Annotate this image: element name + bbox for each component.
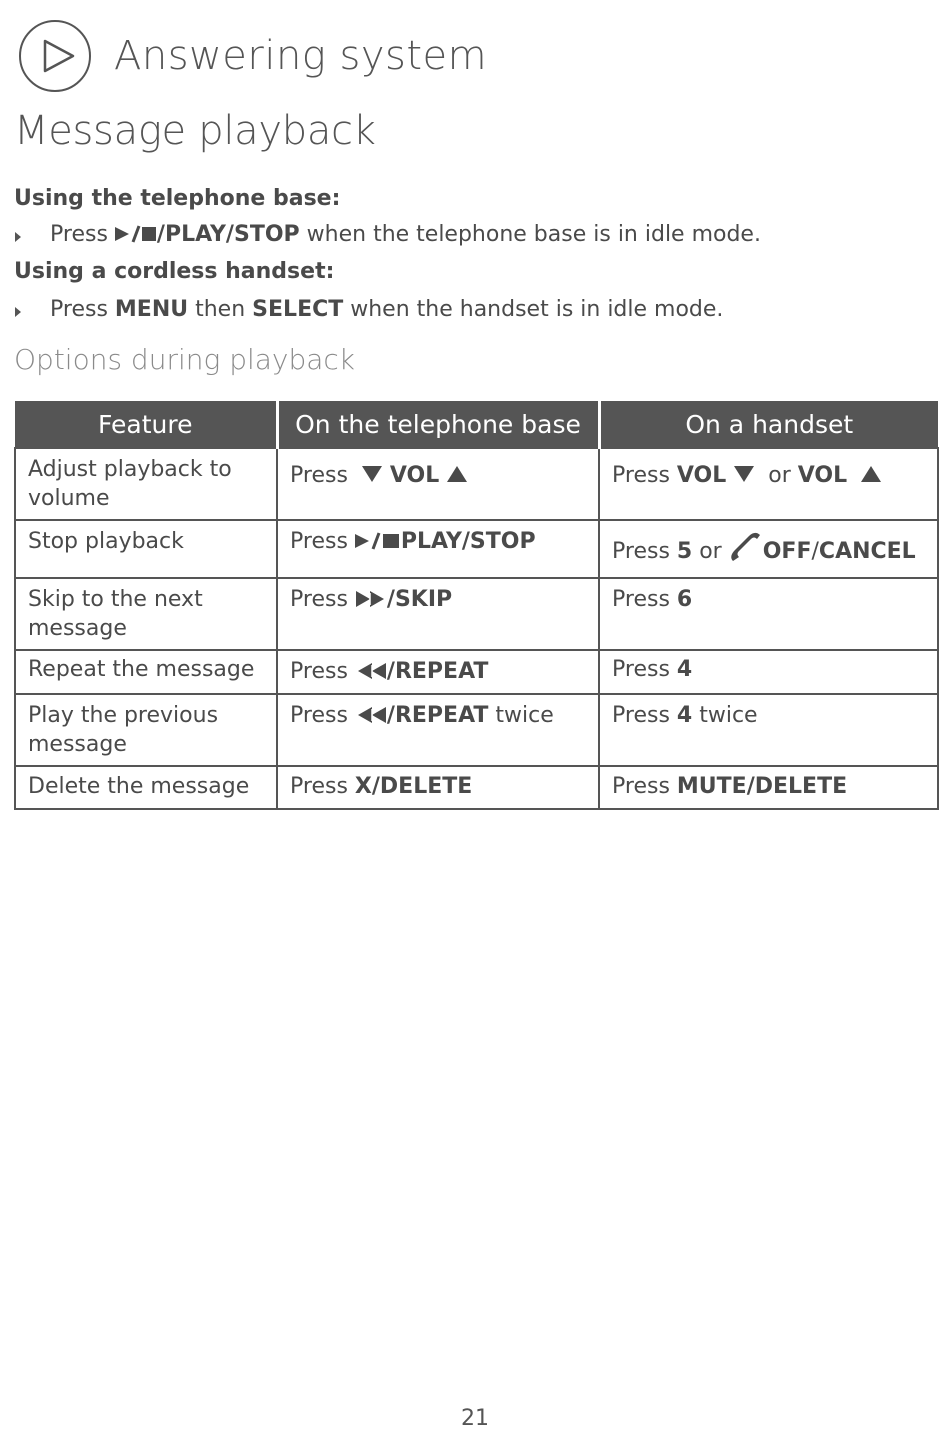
table-row bbox=[15, 520, 938, 578]
press-text: Press bbox=[290, 659, 348, 684]
repeat-rewind-icon bbox=[355, 705, 387, 725]
base-cell bbox=[277, 650, 599, 694]
or-text: or bbox=[768, 463, 791, 488]
twice-text: twice bbox=[495, 703, 554, 728]
separator-text: / bbox=[811, 539, 819, 564]
press-text: Press bbox=[290, 463, 348, 488]
header-feature: Feature bbox=[15, 401, 277, 448]
skip-forward-icon bbox=[355, 589, 387, 609]
play-stop-icon bbox=[115, 225, 157, 243]
feature-cell: Repeat the message bbox=[15, 650, 277, 694]
play-stop-key: PLAY/STOP bbox=[400, 529, 536, 554]
press-text: Press bbox=[612, 463, 670, 488]
playback-options-table bbox=[14, 401, 939, 810]
or-text: or bbox=[699, 539, 722, 564]
skip-key: /SKIP bbox=[386, 587, 453, 612]
press-text: Press bbox=[612, 703, 670, 728]
handset-cell bbox=[599, 578, 938, 650]
table-row bbox=[15, 694, 938, 766]
table-row bbox=[15, 766, 938, 809]
handset-cell bbox=[599, 520, 938, 578]
bullet-icon bbox=[14, 306, 22, 318]
section-title: Message playback bbox=[14, 108, 376, 154]
bullet-icon bbox=[14, 231, 22, 243]
subsection-title: Options during playback bbox=[14, 343, 356, 376]
volume-up-icon bbox=[446, 464, 468, 484]
feature-cell: Play the previous message bbox=[15, 694, 277, 766]
vol-key: VOL bbox=[797, 463, 848, 488]
key-5: 5 bbox=[676, 539, 693, 564]
header-base: On the telephone base bbox=[277, 401, 599, 448]
phone-off-icon bbox=[729, 532, 763, 564]
press-text: Press bbox=[612, 657, 670, 682]
play-stop-key: /PLAY/STOP bbox=[156, 222, 300, 247]
press-text: Press bbox=[50, 222, 108, 247]
press-text: Press bbox=[612, 539, 670, 564]
base-instruction bbox=[50, 220, 761, 250]
header-handset: On a handset bbox=[599, 401, 938, 448]
cancel-key: CANCEL bbox=[818, 539, 916, 564]
base-cell bbox=[277, 578, 599, 650]
handset-cell bbox=[599, 694, 938, 766]
base-cell bbox=[277, 448, 599, 520]
vol-key: VOL bbox=[676, 463, 727, 488]
feature-cell: Adjust playback to volume bbox=[15, 448, 277, 520]
base-cell bbox=[277, 520, 599, 578]
page-number: 21 bbox=[461, 1406, 489, 1431]
repeat-key: /REPEAT bbox=[386, 703, 489, 728]
press-text: Press bbox=[290, 529, 348, 554]
play-circle-icon bbox=[18, 19, 92, 93]
key-4: 4 bbox=[676, 657, 693, 682]
table-header-row bbox=[15, 401, 938, 448]
key-4: 4 bbox=[676, 703, 693, 728]
repeat-rewind-icon bbox=[355, 661, 387, 681]
chapter-title: Answering system bbox=[114, 33, 488, 79]
volume-up-icon bbox=[860, 464, 882, 484]
handset-cell bbox=[599, 650, 938, 694]
press-text: Press bbox=[612, 587, 670, 612]
off-key: OFF bbox=[762, 539, 812, 564]
press-text: Press bbox=[612, 774, 670, 799]
base-cell bbox=[277, 766, 599, 809]
twice-text: twice bbox=[699, 703, 758, 728]
then-text: then bbox=[195, 297, 246, 322]
table-row bbox=[15, 578, 938, 650]
handset-heading: Using a cordless handset: bbox=[14, 259, 335, 284]
repeat-key: /REPEAT bbox=[386, 659, 489, 684]
volume-down-icon bbox=[361, 464, 383, 484]
handset-cell bbox=[599, 448, 938, 520]
mute-delete-key: MUTE/DELETE bbox=[676, 774, 848, 799]
feature-cell: Stop playback bbox=[15, 520, 277, 578]
handset-cell bbox=[599, 766, 938, 809]
delete-key: X/DELETE bbox=[354, 774, 473, 799]
press-text: Press bbox=[290, 774, 348, 799]
volume-down-icon bbox=[733, 464, 755, 484]
press-text: Press bbox=[290, 587, 348, 612]
table-row bbox=[15, 650, 938, 694]
chapter-header bbox=[18, 18, 487, 94]
select-key: SELECT bbox=[252, 297, 344, 322]
base-cell bbox=[277, 694, 599, 766]
base-instruction-rest: when the telephone base is in idle mode. bbox=[306, 222, 761, 247]
handset-instruction-rest: when the handset is in idle mode. bbox=[350, 297, 724, 322]
handset-instruction bbox=[50, 295, 723, 325]
press-text: Press bbox=[50, 297, 108, 322]
key-6: 6 bbox=[676, 587, 693, 612]
menu-key: MENU bbox=[114, 297, 189, 322]
play-stop-icon bbox=[355, 532, 401, 550]
table-row bbox=[15, 448, 938, 520]
feature-cell: Skip to the next message bbox=[15, 578, 277, 650]
feature-cell: Delete the message bbox=[15, 766, 277, 809]
press-text: Press bbox=[290, 703, 348, 728]
vol-key: VOL bbox=[389, 463, 440, 488]
base-heading: Using the telephone base: bbox=[14, 186, 341, 211]
